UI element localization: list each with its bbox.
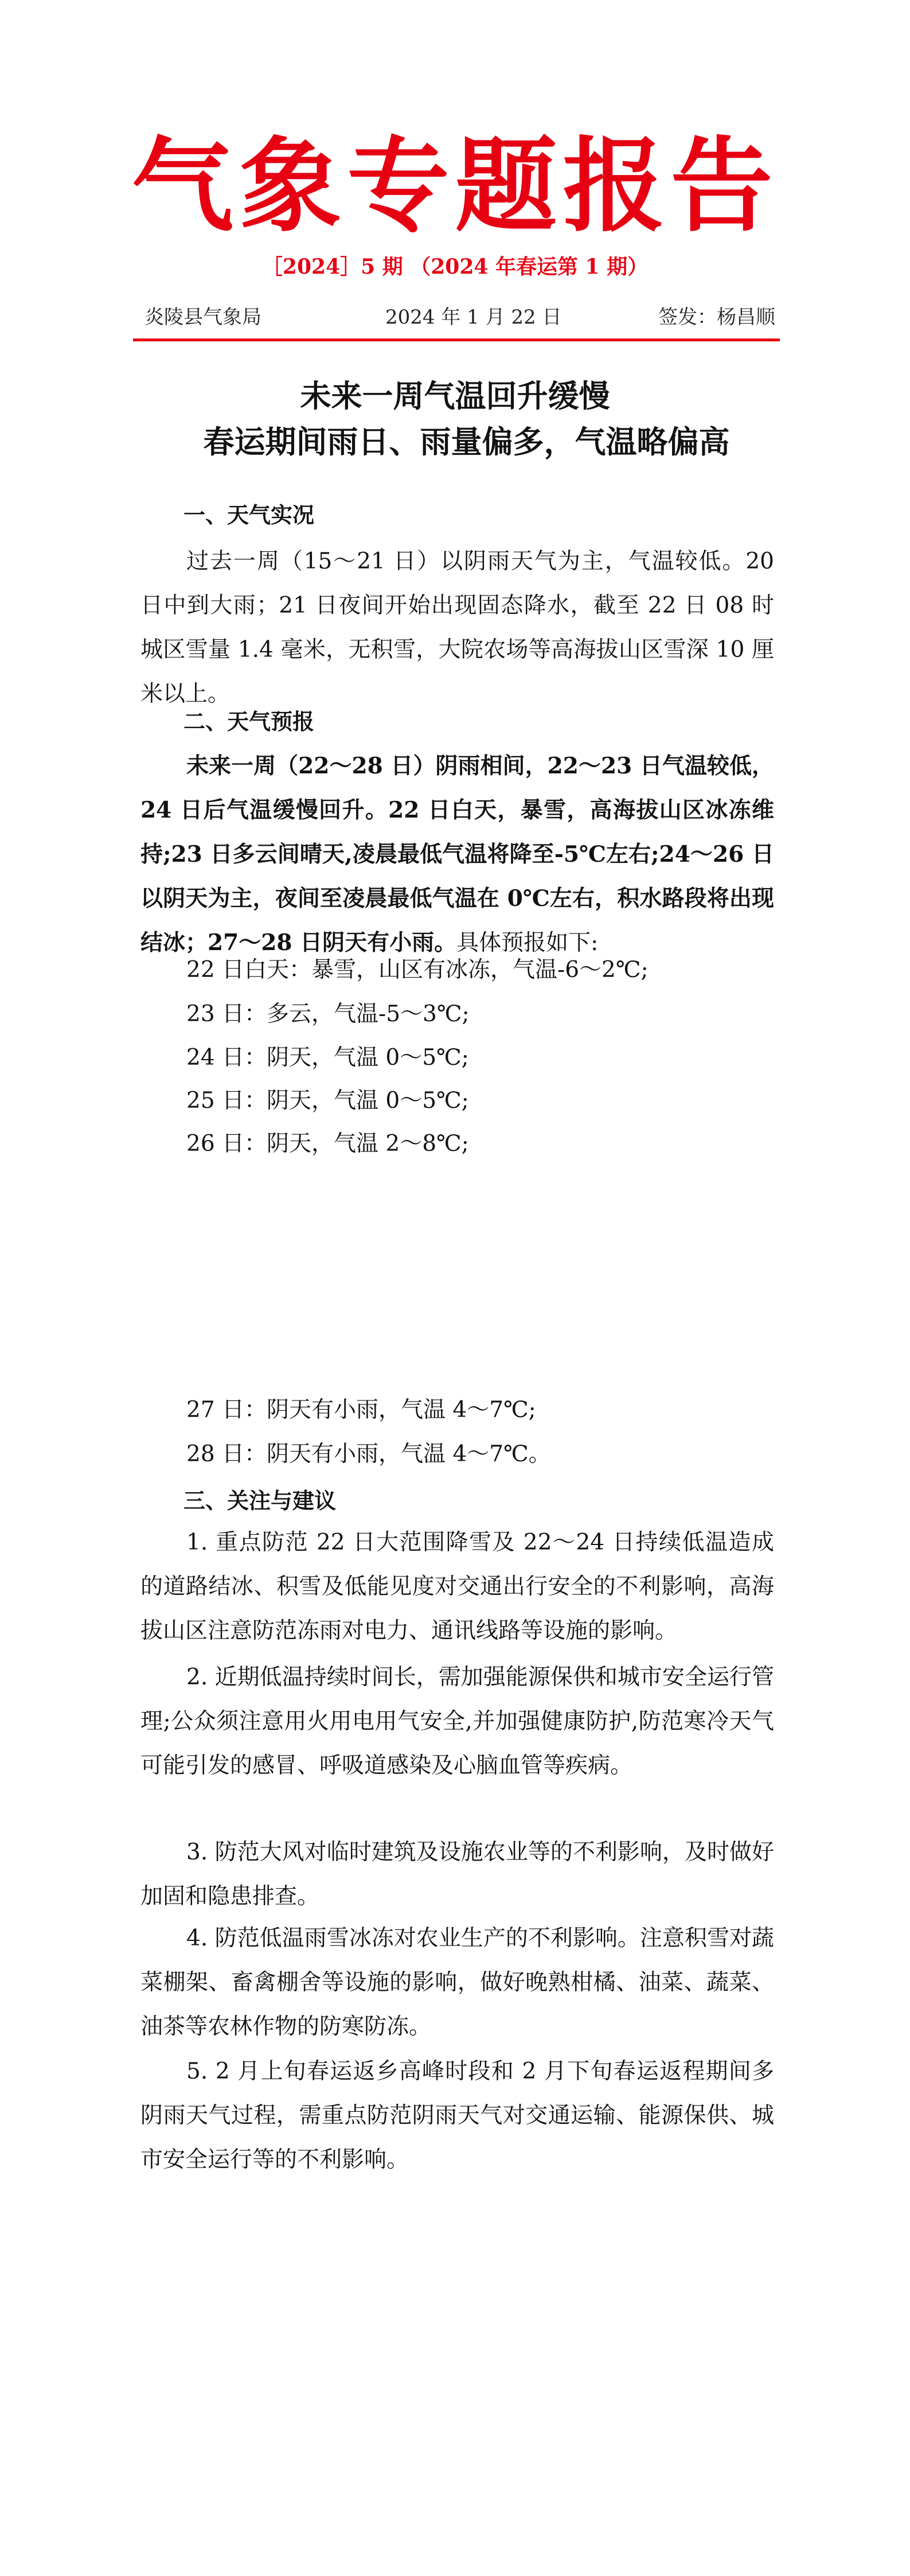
section-heading-observation: 一、天气实况: [183, 502, 315, 528]
forecast-day: 23 日：多云，气温-5～3℃;: [186, 1001, 470, 1027]
forecast-intro: 具体预报如下:: [456, 930, 599, 956]
advice-item: 1. 重点防范 22 日大范围降雪及 22～24 日持续低温造成的道路结冰、积雪及低能见度对交通出行安全的不利影响，高海拔山区注意防范冻雨对电力、通讯线路等设施的影响。: [140, 1530, 774, 1644]
issue-number: ［2024］5 期 （2024 年春运第 1 期）: [261, 255, 649, 279]
forecast-day: 28 日：阴天有小雨，气温 4～7℃。: [186, 1441, 551, 1467]
issue-date: 2024 年 1 月 22 日: [385, 306, 562, 329]
observation-paragraph: 过去一周（15～21 日）以阴雨天气为主，气温较低。20 日中到大雨；21 日夜间开始出现固态降水，截至 22 日 08 时城区雪量 1.4 毫米，无积雪，大院农场等高海拔山区雪深 10 厘米以上。: [140, 548, 774, 707]
header-divider: [133, 338, 780, 341]
forecast-day: 27 日：阴天有小雨，气温 4～7℃;: [186, 1397, 536, 1423]
forecast-summary-text: 未来一周（22～28 日）阴雨相间，22～23 日气温较低，24 日后气温缓慢回升。22 日白天，暴雪，高海拔山区冰冻维持;23 日多云间晴天,凌晨最低气温将降至-5℃左右;24～26 日以阴天为主，夜间至凌晨最低气温在 0℃左右，积水路段将出现结冰；27～28 日阴天有小雨。: [140, 753, 774, 956]
advice-item: 3. 防范大风对临时建筑及设施农业等的不利影响，及时做好加固和隐患排查。: [140, 1839, 774, 1909]
forecast-day: 24 日：阴天，气温 0～5℃;: [186, 1045, 469, 1071]
report-subtitle: 春运期间雨日、雨量偏多，气温略偏高: [203, 423, 730, 460]
forecast-day: 22 日白天：暴雪，山区有冰冻，气温-6～2℃;: [186, 957, 649, 983]
advice-item: 2. 近期低温持续时间长，需加强能源保供和城市安全运行管理;公众须注意用火用电用气安全,并加强健康防护,防范寒冷天气可能引发的感冒、呼吸道感染及心脑血管等疾病。: [140, 1664, 774, 1779]
forecast-summary: [140, 744, 774, 965]
advice-item: 4. 防范低温雨雪冰冻对农业生产的不利影响。注意积雪对蔬菜棚架、畜禽棚舍等设施的影响，做好晚熟柑橘、油菜、蔬菜、油茶等农林作物的防寒防冻。: [140, 1925, 774, 2040]
advice-item: 5. 2 月上旬春运返乡高峰时段和 2 月下旬春运返程期间多阴雨天气过程，需重点防范阴雨天气对交通运输、能源保供、城市安全运行等的不利影响。: [140, 2059, 774, 2173]
forecast-day: 26 日：阴天，气温 2～8℃;: [186, 1131, 469, 1157]
issuing-org: 炎陵县气象局: [144, 306, 261, 329]
meta-bar: [144, 303, 775, 332]
forecast-day: 25 日：阴天，气温 0～5℃;: [186, 1088, 469, 1114]
section-heading-forecast: 二、天气预报: [183, 709, 315, 734]
report-title: 未来一周气温回升缓慢: [300, 378, 610, 414]
section-heading-advice: 三、关注与建议: [183, 1488, 337, 1513]
signer: 签发：杨昌顺: [658, 306, 775, 329]
masthead-title: 气象专题报告: [131, 127, 779, 246]
